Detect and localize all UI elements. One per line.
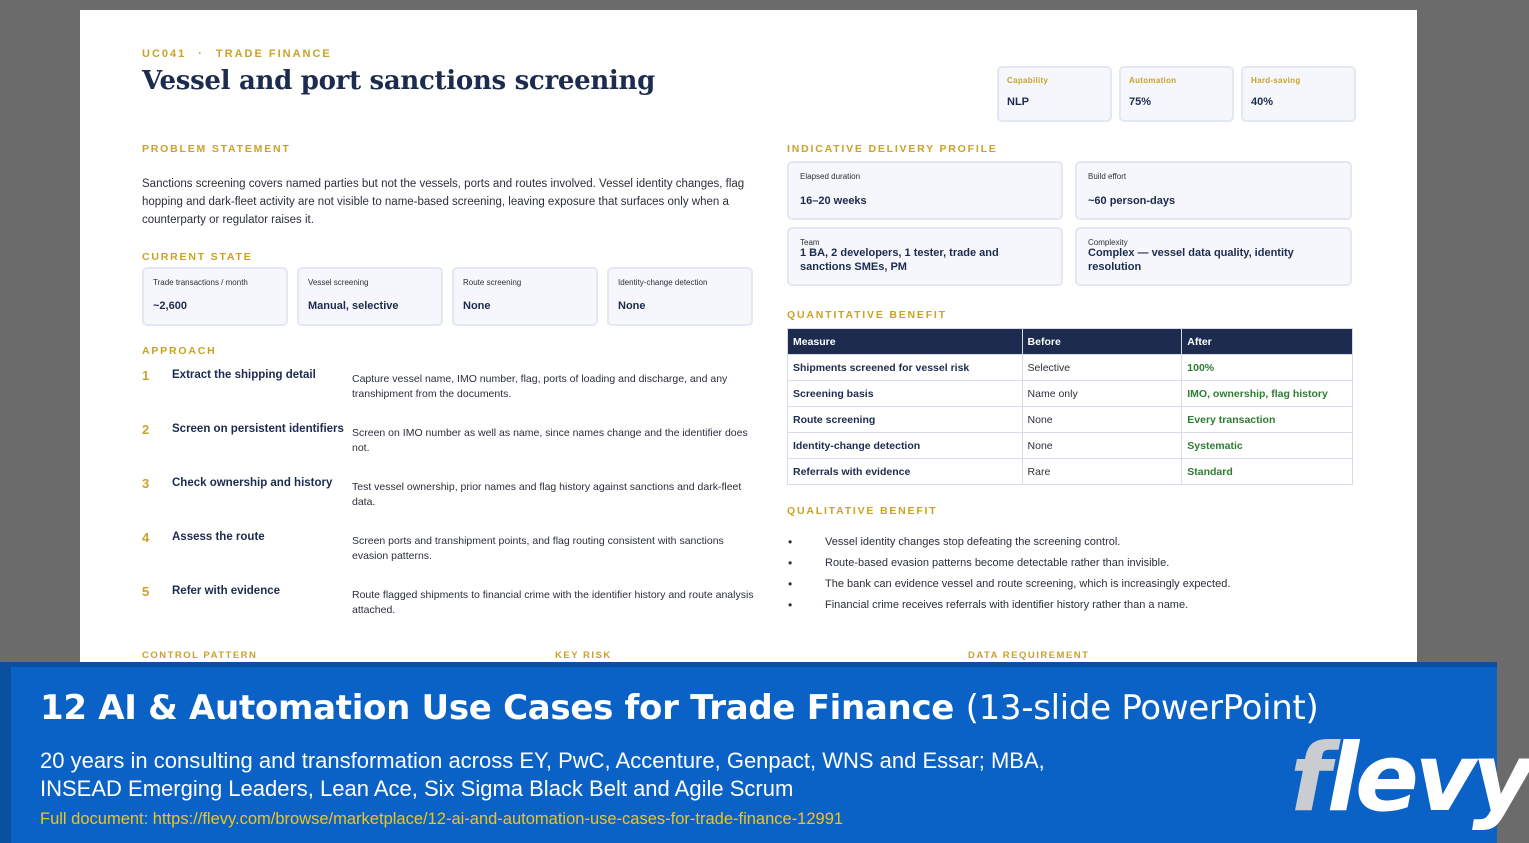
data-requirement-heading: DATA REQUIREMENT	[968, 650, 1090, 661]
delivery-label: Team	[800, 238, 820, 247]
table-row	[788, 407, 1353, 433]
kpi-label: Hard-saving	[1251, 76, 1301, 85]
delivery-value: ~60 person-days	[1088, 195, 1176, 207]
kpi-value: 40%	[1251, 96, 1274, 108]
quantitative-heading: QUANTITATIVE BENEFIT	[787, 309, 947, 321]
state-label: Route screening	[463, 278, 522, 287]
quantitative-benefit-table	[787, 328, 1353, 485]
problem-text: Sanctions screening covers named parties but not the vessels, ports and routes involved. Vessel identity changes, flag hopping and dark-fleet activity are not visible to name-based screening, leaving exposure that surfaces only when a counterparty or regulator raises it.	[142, 178, 745, 226]
delivery-label: Build effort	[1088, 172, 1127, 181]
state-label: Trade transactions / month	[153, 278, 248, 287]
column-header: Measure	[788, 329, 1023, 355]
step-name: Refer with evidence	[172, 585, 281, 597]
kpi-automation	[1119, 66, 1234, 122]
kpi-capability	[997, 66, 1112, 122]
state-value: None	[463, 300, 491, 312]
list-item: • Route-based evasion patterns become detectable rather than invisible.	[787, 557, 1387, 578]
table-row	[788, 355, 1353, 381]
page-title: Vessel and port sanctions screening	[142, 66, 655, 96]
state-card	[607, 267, 753, 326]
kpi-value: NLP	[1007, 96, 1029, 108]
approach-step	[142, 422, 762, 476]
list-item: • Vessel identity changes stop defeating the screening control.	[787, 536, 1387, 557]
delivery-value: 16–20 weeks	[800, 195, 867, 207]
use-case-code: UC041	[142, 48, 187, 60]
delivery-card	[787, 227, 1063, 286]
eyebrow-separator: ·	[198, 48, 204, 60]
before-cell: Name only	[1022, 381, 1182, 407]
kpi-label: Capability	[1007, 76, 1049, 85]
slide	[80, 10, 1417, 670]
approach-step	[142, 530, 762, 584]
column-header: After	[1182, 329, 1353, 355]
state-label: Identity-change detection	[618, 278, 708, 287]
banner-document-link[interactable]: Full document: https://flevy.com/browse/marketplace/12-ai-and-automation-use-cases-for-trade-finance-12991	[40, 810, 844, 828]
kpi-value: 75%	[1129, 96, 1152, 108]
table-row	[788, 381, 1353, 407]
problem-heading: PROBLEM STATEMENT	[142, 143, 291, 155]
measure-cell: Shipments screened for vessel risk	[788, 355, 1023, 381]
banner-title	[40, 688, 1319, 728]
step-number: 3	[142, 476, 150, 491]
step-description: Capture vessel name, IMO number, flag, ports of loading and discharge, and any transhipment from the documents.	[352, 373, 728, 400]
delivery-label: Complexity	[1088, 238, 1128, 247]
current-state-heading: CURRENT STATE	[142, 251, 253, 263]
banner-top-border	[0, 662, 1497, 667]
banner-description: 20 years in consulting and transformation across EY, PwC, Accenture, Genpact, WNS and Essar; MBA, INSEAD Emerging Leaders, Lean Ace, Six Sigma Black Belt and Agile Scrum	[40, 748, 1045, 801]
step-name: Assess the route	[172, 531, 265, 543]
delivery-heading: INDICATIVE DELIVERY PROFILE	[787, 143, 998, 155]
approach-step	[142, 584, 762, 638]
after-cell: 100%	[1182, 355, 1353, 381]
flevy-logo-rest: levy	[1326, 724, 1529, 833]
kpi-hard-saving	[1241, 66, 1356, 122]
step-number: 2	[142, 422, 150, 437]
before-cell: Rare	[1022, 459, 1182, 485]
qualitative-heading: QUALITATIVE BENEFIT	[787, 505, 938, 517]
state-card	[452, 267, 598, 326]
step-description: Route flagged shipments to financial crime with the identifier history and route analysis attached.	[352, 589, 754, 616]
kpi-label: Automation	[1129, 76, 1177, 85]
list-item: • The bank can evidence vessel and route screening, which is increasingly expected.	[787, 578, 1387, 599]
delivery-value: Complex — vessel data quality, identity resolution	[1088, 247, 1294, 273]
step-name: Screen on persistent identifiers	[172, 423, 344, 435]
step-description: Screen on IMO number as well as name, since names change and the identifier does not.	[352, 427, 748, 454]
before-cell: None	[1022, 407, 1182, 433]
before-cell: Selective	[1022, 355, 1182, 381]
after-cell: Every transaction	[1182, 407, 1353, 433]
kpi-row	[997, 66, 1356, 122]
step-description: Screen ports and transhipment points, and flag routing consistent with sanctions evasion patterns.	[352, 535, 724, 562]
delivery-card	[1075, 161, 1352, 220]
state-value: Manual, selective	[308, 300, 399, 312]
after-cell: Systematic	[1182, 433, 1353, 459]
approach-step	[142, 368, 762, 422]
state-value: ~2,600	[153, 300, 187, 312]
step-name: Check ownership and history	[172, 477, 333, 489]
step-description: Test vessel ownership, prior names and flag history against sanctions and dark-fleet data.	[352, 481, 742, 508]
table-row	[788, 459, 1353, 485]
state-value: None	[618, 300, 646, 312]
measure-cell: Route screening	[788, 407, 1023, 433]
delivery-card	[1075, 227, 1352, 286]
step-number: 1	[142, 368, 150, 383]
approach-steps	[142, 368, 762, 638]
state-label: Vessel screening	[308, 278, 369, 287]
measure-cell: Screening basis	[788, 381, 1023, 407]
qualitative-benefit-list	[787, 536, 1387, 620]
after-cell: IMO, ownership, flag history	[1182, 381, 1353, 407]
use-case-category: TRADE FINANCE	[215, 48, 332, 60]
column-header: Before	[1022, 329, 1182, 355]
delivery-value: 1 BA, 2 developers, 1 tester, trade and sanctions SMEs, PM	[800, 247, 999, 273]
banner-title-subtitle: (13-slide PowerPoint)	[965, 688, 1319, 728]
before-cell: None	[1022, 433, 1182, 459]
banner-title-main: 12 AI & Automation Use Cases for Trade Finance	[40, 688, 955, 728]
measure-cell: Identity-change detection	[788, 433, 1023, 459]
approach-heading: APPROACH	[142, 345, 217, 357]
after-cell: Standard	[1182, 459, 1353, 485]
key-risk-heading: KEY RISK	[555, 650, 612, 661]
delivery-card	[787, 161, 1063, 220]
current-state-cards	[142, 267, 753, 326]
list-item: • Financial crime receives referrals with identifier history rather than a name.	[787, 599, 1387, 620]
banner-left-edge	[0, 662, 11, 843]
approach-step	[142, 476, 762, 530]
table-row	[788, 433, 1353, 459]
step-name: Extract the shipping detail	[172, 369, 316, 381]
measure-cell: Referrals with evidence	[788, 459, 1023, 485]
eyebrow	[142, 48, 332, 60]
state-card	[142, 267, 288, 326]
promo-banner	[0, 662, 1529, 843]
control-pattern-heading: CONTROL PATTERN	[142, 650, 258, 661]
state-card	[297, 267, 443, 326]
delivery-profile	[787, 161, 1352, 286]
table-header-row	[788, 329, 1353, 355]
step-number: 5	[142, 584, 150, 599]
step-number: 4	[142, 530, 150, 545]
delivery-label: Elapsed duration	[800, 172, 861, 181]
flevy-logo: flevy	[1290, 724, 1529, 833]
